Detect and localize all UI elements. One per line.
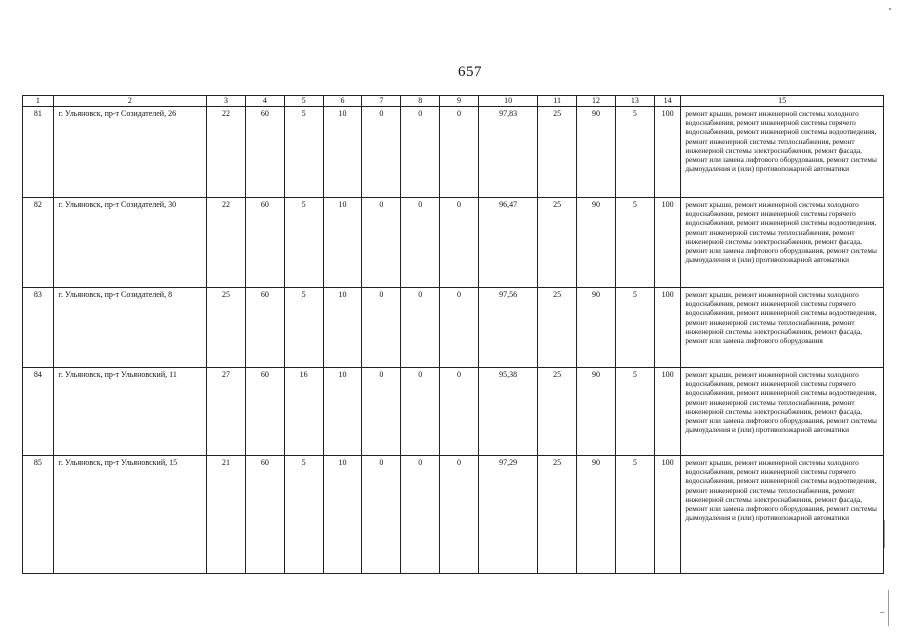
cell-c3: 21: [207, 456, 246, 574]
cell-c8: 0: [401, 456, 440, 574]
column-header: 12: [577, 96, 616, 107]
cell-c4: 60: [245, 456, 284, 574]
row-works: ремонт крыши, ремонт инженерной системы холодного водоснабжения, ремонт инженерной системы горячего водоснабжения, ремонт инженерной системы водоотведения, ремонт инженерной системы теплоснабжения, ремонт инженерной системы электроснабжения, ремонт фасада, ремонт или замена лифтового оборудования: [681, 288, 884, 368]
cell-c10: 97,29: [478, 456, 537, 574]
cell-c11: 25: [538, 368, 577, 456]
scan-artifact: [880, 612, 884, 613]
cell-c7: 0: [362, 456, 401, 574]
table-row: [23, 198, 884, 288]
cell-c9: 0: [440, 107, 479, 198]
row-works: ремонт крыши, ремонт инженерной системы холодного водоснабжения, ремонт инженерной системы горячего водоснабжения, ремонт инженерной системы водоотведения, ремонт инженерной системы теплоснабжения, ремонт инженерной системы электроснабжения, ремонт фасада, ремонт или замена лифтового оборудования, ремонт системы дымоудаления и (или) противопожарной автоматики: [681, 107, 884, 198]
cell-c13: 5: [615, 456, 654, 574]
cell-c8: 0: [401, 288, 440, 368]
cell-c7: 0: [362, 368, 401, 456]
cell-c8: 0: [401, 198, 440, 288]
row-address: г. Ульяновск, пр-т Созидателей, 30: [53, 198, 206, 288]
cell-c6: 10: [323, 107, 362, 198]
cell-c9: 0: [440, 456, 479, 574]
table-row: [23, 456, 884, 574]
cell-c12: 90: [577, 456, 616, 574]
cell-c14: 100: [654, 456, 681, 574]
row-address: г. Ульяновск, пр-т Созидателей, 8: [53, 288, 206, 368]
column-header: 13: [615, 96, 654, 107]
capital-repair-table: [22, 95, 884, 574]
cell-c5: 5: [284, 456, 323, 574]
cell-c9: 0: [440, 368, 479, 456]
cell-c12: 90: [577, 288, 616, 368]
column-header: 9: [440, 96, 479, 107]
column-header: 7: [362, 96, 401, 107]
cell-c11: 25: [538, 107, 577, 198]
cell-c13: 5: [615, 107, 654, 198]
cell-c7: 0: [362, 107, 401, 198]
cell-c12: 90: [577, 107, 616, 198]
cell-c13: 5: [615, 288, 654, 368]
cell-c4: 60: [245, 107, 284, 198]
cell-c3: 22: [207, 107, 246, 198]
cell-c5: 5: [284, 107, 323, 198]
cell-c6: 10: [323, 368, 362, 456]
row-address: г. Ульяновск, пр-т Созидателей, 26: [53, 107, 206, 198]
cell-c5: 16: [284, 368, 323, 456]
cell-c6: 10: [323, 198, 362, 288]
cell-c3: 25: [207, 288, 246, 368]
column-header: 15: [681, 96, 884, 107]
cell-c12: 90: [577, 198, 616, 288]
cell-c11: 25: [538, 288, 577, 368]
cell-c10: 96,47: [478, 198, 537, 288]
row-works: ремонт крыши, ремонт инженерной системы холодного водоснабжения, ремонт инженерной системы горячего водоснабжения, ремонт инженерной системы водоотведения, ремонт инженерной системы теплоснабжения, ремонт инженерной системы электроснабжения, ремонт фасада, ремонт или замена лифтового оборудования, ремонт системы дымоудаления и (или) противопожарной автоматики: [681, 456, 884, 574]
row-number: 81: [23, 107, 54, 198]
column-header: 6: [323, 96, 362, 107]
row-number: 85: [23, 456, 54, 574]
cell-c7: 0: [362, 198, 401, 288]
page-number: 657: [458, 64, 482, 80]
scan-artifact: [888, 590, 889, 626]
cell-c8: 0: [401, 368, 440, 456]
cell-c9: 0: [440, 198, 479, 288]
cell-c6: 10: [323, 456, 362, 574]
column-header: 8: [401, 96, 440, 107]
column-header: 10: [478, 96, 537, 107]
column-header: 1: [23, 96, 54, 107]
cell-c14: 100: [654, 368, 681, 456]
cell-c13: 5: [615, 368, 654, 456]
column-number-row: [23, 96, 884, 107]
cell-c9: 0: [440, 288, 479, 368]
table-row: [23, 368, 884, 456]
row-works: ремонт крыши, ремонт инженерной системы холодного водоснабжения, ремонт инженерной системы горячего водоснабжения, ремонт инженерной системы водоотведения, ремонт инженерной системы теплоснабжения, ремонт инженерной системы электроснабжения, ремонт фасада, ремонт или замена лифтового оборудования, ремонт системы дымоудаления и (или) противопожарной автоматики: [681, 198, 884, 288]
cell-c3: 27: [207, 368, 246, 456]
cell-c10: 97,56: [478, 288, 537, 368]
cell-c3: 22: [207, 198, 246, 288]
cell-c5: 5: [284, 198, 323, 288]
cell-c13: 5: [615, 198, 654, 288]
column-header: 5: [284, 96, 323, 107]
column-header: 11: [538, 96, 577, 107]
row-number: 82: [23, 198, 54, 288]
row-address: г. Ульяновск, пр-т Ульяновский, 11: [53, 368, 206, 456]
scan-artifact: [889, 8, 891, 10]
cell-c14: 100: [654, 288, 681, 368]
scan-artifact: [884, 520, 885, 548]
column-header: 4: [245, 96, 284, 107]
column-header: 3: [207, 96, 246, 107]
cell-c7: 0: [362, 288, 401, 368]
cell-c14: 100: [654, 198, 681, 288]
cell-c11: 25: [538, 198, 577, 288]
column-header: 14: [654, 96, 681, 107]
cell-c14: 100: [654, 107, 681, 198]
cell-c12: 90: [577, 368, 616, 456]
cell-c8: 0: [401, 107, 440, 198]
cell-c4: 60: [245, 198, 284, 288]
cell-c4: 60: [245, 288, 284, 368]
column-header: 2: [53, 96, 206, 107]
cell-c11: 25: [538, 456, 577, 574]
cell-c10: 97,83: [478, 107, 537, 198]
row-number: 83: [23, 288, 54, 368]
cell-c6: 10: [323, 288, 362, 368]
cell-c5: 5: [284, 288, 323, 368]
table-row: [23, 288, 884, 368]
cell-c4: 60: [245, 368, 284, 456]
row-number: 84: [23, 368, 54, 456]
row-works: ремонт крыши, ремонт инженерной системы холодного водоснабжения, ремонт инженерной системы горячего водоснабжения, ремонт инженерной системы водоотведения, ремонт инженерной системы теплоснабжения, ремонт инженерной системы электроснабжения, ремонт фасада, ремонт или замена лифтового оборудования, ремонт системы дымоудаления и (или) противопожарной автоматики: [681, 368, 884, 456]
row-address: г. Ульяновск, пр-т Ульяновский, 15: [53, 456, 206, 574]
cell-c10: 95,38: [478, 368, 537, 456]
table-row: [23, 107, 884, 198]
